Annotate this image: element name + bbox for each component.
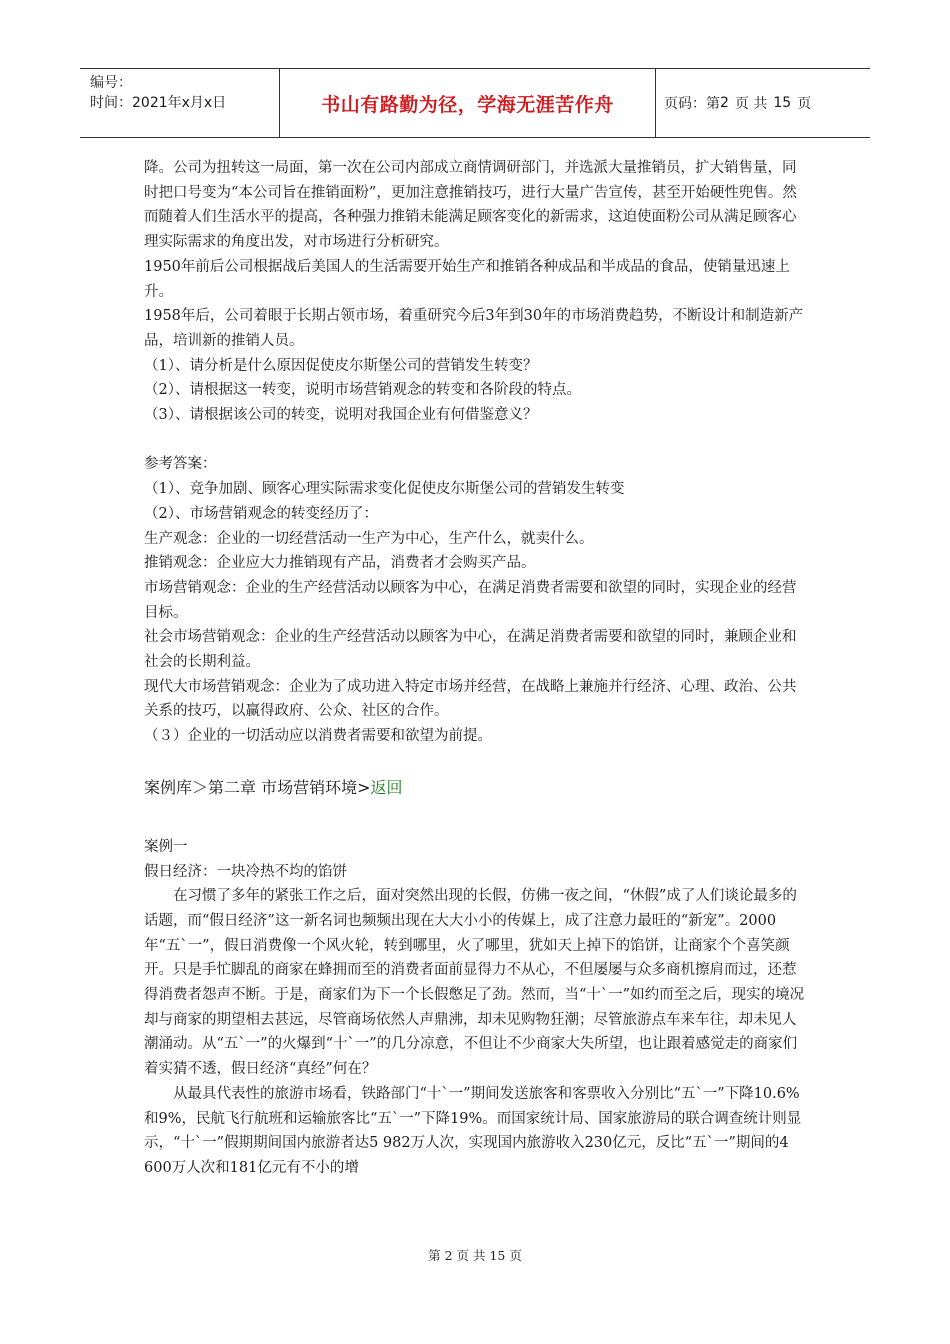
- page-mid: 页 共: [734, 96, 768, 112]
- question-1: （1）、请分析是什么原因促使皮尔斯堡公司的营销发生转变？: [144, 357, 538, 374]
- answer-3: （３）企业的一切活动应以消费者需要和欲望为前提。: [144, 728, 492, 745]
- document-body: [144, 156, 810, 1181]
- answer-line: 市场营销观念：企业的生产经营活动以顾客为中心，在满足消费者需要和欲望的同时，实现企业的经营目标。: [144, 579, 797, 621]
- page-end: 页: [797, 96, 812, 112]
- answer-line: 生产观念：企业的一切经营活动一生产为中心，生产什么，就卖什么。: [144, 530, 594, 547]
- case-label: 案例一: [144, 838, 188, 855]
- page-total: 15: [773, 95, 792, 111]
- back-link[interactable]: 返回: [370, 777, 403, 797]
- spacer: [144, 428, 810, 453]
- case-paragraph: 从最具代表性的旅游市场看，铁路部门“十`一”期间发送旅客和客票收入分别比“五`一”下降10.6%和9%，民航飞行航班和运输旅客比“五`一”下降19%。而国家统计局、国家旅游局的联合调查统计则显示，“十`一”假期期间国内旅游者达5 982万人次，实现国内旅游收入230亿元，反比“五`一”期间的4 600万人次和181亿元有不小的增: [144, 1085, 802, 1176]
- answer-2: （2）、市场营销观念的转变经历了：: [144, 505, 378, 522]
- answer-1: （1）、竞争加剧、顾客心理实际需求变化促使皮尔斯堡公司的营销发生转变: [144, 481, 625, 498]
- chapter-text: 案例库＞第二章 市场营销环境>: [144, 777, 371, 797]
- paragraph: 降。公司为扭转这一局面，第一次在公司内部成立商情调研部门，并选派大量推销员，扩大销售量，同时把口号变为“本公司旨在推销面粉”，更加注意推销技巧，进行大量广告宣传，甚至开始硬性兜售。然而随着人们生活水平的提高，各种强力推销未能满足顾客变化的新需求，这迫使面粉公司从满足顾客心理实际需求的角度出发，对市场进行分析研究。: [144, 160, 797, 251]
- answer-line: 社会市场营销观念：企业的生产经营活动以顾客为中心，在满足消费者需要和欲望的同时，兼顾企业和社会的长期利益。: [144, 629, 797, 671]
- header-motto-cell: [280, 69, 656, 137]
- number-label: 编号：: [90, 75, 132, 91]
- page-header: [80, 68, 870, 138]
- header-motto: 书山有路勤为径，学海无涯苦作舟: [321, 93, 614, 116]
- paragraph: 1950年前后公司根据战后美国人的生活需要开始生产和推销各种成品和半成品的食品，使销量迅速上升。: [144, 258, 790, 300]
- header-page-info: [656, 69, 870, 137]
- answer-title: 参考答案：: [144, 456, 217, 473]
- page-label: 页码：第: [664, 96, 720, 112]
- case-title: 假日经济：一块冷热不均的馅饼: [144, 863, 347, 880]
- header-meta: [80, 69, 280, 137]
- page-footer: 第 2 页 共 15 页: [428, 1248, 522, 1263]
- answer-line: 现代大市场营销观念：企业为了成功进入特定市场并经营，在战略上兼施并行经济、心理、政治、公共关系的技巧，以赢得政府、公众、社区的合作。: [144, 678, 797, 720]
- question-2: （2）、请根据这一转变，说明市场营销观念的转变和各阶段的特点。: [144, 382, 581, 399]
- question-3: （3）、请根据该公司的转变，说明对我国企业有何借鉴意义？: [144, 407, 538, 424]
- answer-line: 推销观念：企业应大力推销现有产品，消费者才会购买产品。: [144, 555, 536, 572]
- case-paragraph: 在习惯了多年的紧张工作之后，面对突然出现的长假，仿佛一夜之间，“休假”成了人们谈论最多的话题，而“假日经济”这一新名词也频频出现在大大小小的传媒上，成了注意力最旺的“新宠”。2000年“五`一”，假日消费像一个风火轮，转到哪里，火了哪里，犹如天上掉下的馅饼，让商家个个喜笑颜开。只是手忙脚乱的商家在蜂拥而至的消费者面前显得力不从心，不但屡屡与众多商机擦肩而过，还惹得消费者怨声不断。于是，商家们为下一个长假憋足了劲。然而，当“十`一”如约而至之后，现实的境况却与商家的期望相去甚远，尽管商场依然人声鼎沸，却未见购物狂潮；尽管旅游点车来车往，却未见人潮涌动。从“五`一”的火爆到“十`一”的几分凉意，不但让不少商家大失所望，也让跟着感觉走的商家们着实猜不透，假日经济“真经”何在？: [144, 888, 805, 1078]
- time-label: 时间：2021年x月x日: [90, 95, 227, 111]
- chapter-breadcrumb: [144, 775, 810, 801]
- paragraph: 1958年后，公司着眼于长期占领市场，着重研究今后3年到30年的市场消费趋势，不断设计和制造新产品，培训新的推销人员。: [144, 308, 804, 349]
- page-number: 2: [720, 95, 729, 111]
